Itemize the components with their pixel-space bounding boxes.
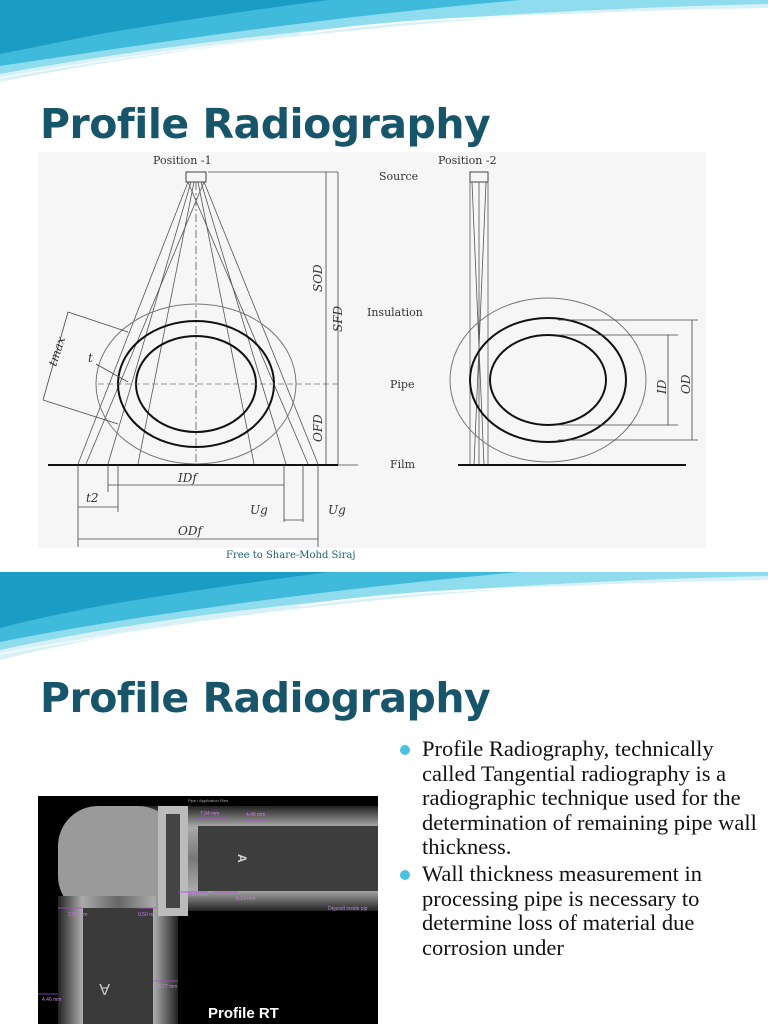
slide-2	[0, 572, 768, 1024]
profile-radiography-diagram	[38, 152, 706, 548]
beam-lines-position-2	[470, 182, 488, 465]
ug-label-2: Ug	[328, 503, 346, 517]
xray-drawing	[38, 796, 378, 1024]
marker-a-vertical: A	[99, 980, 110, 997]
position-2-label: Position -2	[438, 154, 497, 167]
source-label: Source	[379, 170, 419, 183]
idf-label: IDf	[178, 471, 197, 485]
slide-caption: Free to Share-Mohd Siraj	[226, 550, 356, 561]
marker-a-horizontal: A	[235, 854, 249, 863]
decorative-wave	[0, 0, 768, 100]
measurement-3: 4.19 mm	[236, 896, 256, 902]
id-label: ID	[655, 379, 669, 394]
measurement-4: 6.60 mm	[188, 892, 208, 898]
position-1-label: Position -1	[153, 154, 212, 167]
tmax-label: tmax	[45, 334, 69, 368]
bullet-item	[398, 737, 758, 860]
bullet-text: Wall thickness measurement in processing pipe is necessary to determine loss of material due corrosion under	[422, 860, 702, 960]
sfd-label: SFD	[331, 305, 345, 332]
bullet-text: Profile Radiography, technically called Tangential radiography is a radiographic technique used for the determination of remaining pipe wall thickness.	[422, 736, 757, 860]
bullet-dot-icon	[400, 870, 410, 880]
bullet-list	[398, 737, 758, 962]
pipe-label: Pipe	[390, 378, 415, 391]
measurement-7: 4.77 mm	[158, 984, 178, 990]
profile-rt-xray-image	[38, 796, 378, 1024]
bullet-item	[398, 862, 758, 960]
xray-header-text: Pipe / Application Files	[188, 798, 229, 803]
t2-label: t2	[86, 491, 99, 505]
ug-label-1: Ug	[250, 503, 268, 517]
deposit-note: Deposit inside pip	[328, 906, 368, 912]
t-label: t	[88, 351, 93, 365]
sod-label: SOD	[311, 264, 325, 292]
slide-title: Profile Radiography	[40, 674, 491, 722]
beam-lines-position-1	[78, 182, 318, 464]
diagram-drawing	[38, 152, 706, 548]
odf-label: ODf	[178, 524, 202, 538]
slide-title: Profile Radiography	[40, 100, 491, 148]
ofd-label: OFD	[311, 414, 325, 442]
measurement-8: 4.46 mm	[42, 997, 62, 1003]
bullet-dot-icon	[400, 745, 410, 755]
measurement-5: 2.07 mm	[68, 912, 88, 918]
measurement-2: 4.46 mm	[246, 812, 266, 818]
insulation-label: Insulation	[367, 306, 423, 319]
decorative-wave	[0, 572, 768, 672]
film-label: Film	[390, 458, 416, 471]
od-label: OD	[679, 374, 693, 394]
profile-rt-caption: Profile RT	[208, 1005, 279, 1022]
measurement-6: 0.50 mm	[138, 912, 158, 918]
measurement-1: 7.04 mm	[200, 811, 220, 817]
